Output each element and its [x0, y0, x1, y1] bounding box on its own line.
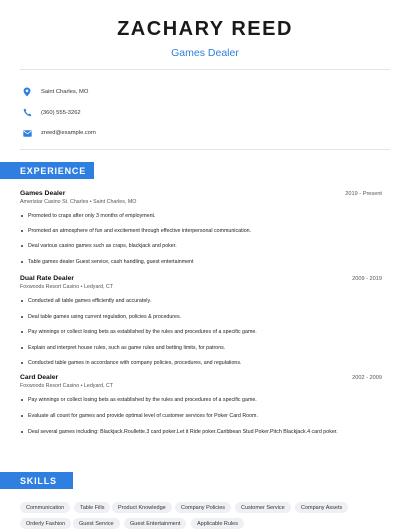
skill-chip: Communication	[20, 502, 70, 513]
section-heading-skills: SKILLS	[0, 472, 73, 489]
skill-chip: Company Policies	[175, 502, 231, 513]
divider	[20, 149, 390, 150]
job-entry	[20, 275, 382, 366]
candidate-role: Games Dealer	[171, 47, 239, 59]
job-title: Dual Rate Dealer	[20, 275, 75, 282]
list-item: Conducted table games in accordance with company policies, procedures, and regulations.	[20, 360, 241, 366]
job-title: Card Dealer	[20, 374, 59, 381]
candidate-name: ZACHARY REED	[117, 18, 293, 40]
phone-text: (360) 555-3262	[41, 109, 81, 116]
list-item: Evaluate all count for games and provide optimal level of customer services for Poker Card Room.	[20, 413, 258, 419]
contact-phone	[22, 103, 96, 123]
location-pin-icon	[22, 87, 32, 97]
list-item: Table games dealer Guest service, cash handling, guest entertainment	[20, 259, 193, 265]
skill-chip: Table Fills	[74, 502, 110, 513]
resume-header	[0, 0, 410, 59]
skill-chip: Company Assets	[295, 502, 348, 513]
list-item: Deal table games using current regulation, policies & procedures.	[20, 314, 181, 320]
email-text: zreed@example.com	[41, 130, 96, 136]
envelope-icon	[22, 128, 32, 138]
job-employer: Foxwoods Resort Casino • Ledyard, CT	[20, 383, 114, 389]
job-title: Games Dealer	[20, 190, 66, 197]
skill-chip: Applicable Rules	[191, 518, 244, 529]
contact-location	[22, 82, 96, 102]
list-item: Deal various casino games such as craps, blackjack and poker.	[20, 243, 177, 249]
job-entry	[20, 374, 382, 435]
list-item: Deal several games including: Blackjack.Roullette.3 card poker.Let it Ride poker.Caribbean Stud Poker.Pitch Blackjack.4 card poker.	[20, 429, 338, 435]
skill-chip: Guest Entertainment	[124, 518, 186, 529]
divider	[20, 69, 390, 70]
location-text: Saint Charles, MO	[41, 89, 89, 95]
contact-list	[22, 82, 96, 144]
list-item: Conducted all table games efficiently and accurately.	[20, 298, 151, 304]
skill-chip: Product Knowledge	[112, 502, 172, 513]
list-item: Promoted to craps after only 3 months of employment.	[20, 213, 155, 219]
skill-chip: Orderly Fashion	[20, 518, 71, 529]
contact-email	[22, 123, 96, 143]
skill-chip: Customer Service	[235, 502, 291, 513]
list-item: Explain and interpret house rules, such as game rules and betting limits, for patrons.	[20, 345, 225, 351]
job-entry	[20, 190, 382, 265]
job-dates: 2019 - Present	[345, 191, 382, 197]
job-dates: 2009 - 2019	[352, 276, 382, 282]
job-dates: 2002 - 2009	[352, 375, 382, 381]
job-employer: Ameristar Casino St. Charles • Saint Charles, MO	[20, 199, 137, 205]
list-item: Pay winnings or collect losing bets as established by the rules and procedures of a specific game.	[20, 329, 257, 335]
phone-icon	[22, 108, 32, 118]
list-item: Promoted an atmosphere of fun and excitement through effective interpersonal communication.	[20, 228, 251, 234]
list-item: Pay winnings or collect losing bets as established by the rules and procedures of a specific game.	[20, 397, 257, 403]
section-heading-experience: EXPERIENCE	[0, 162, 94, 179]
job-employer: Foxwoods Resort Casino • Ledyard, CT	[20, 284, 114, 290]
skill-chip: Guest Service	[73, 518, 120, 529]
